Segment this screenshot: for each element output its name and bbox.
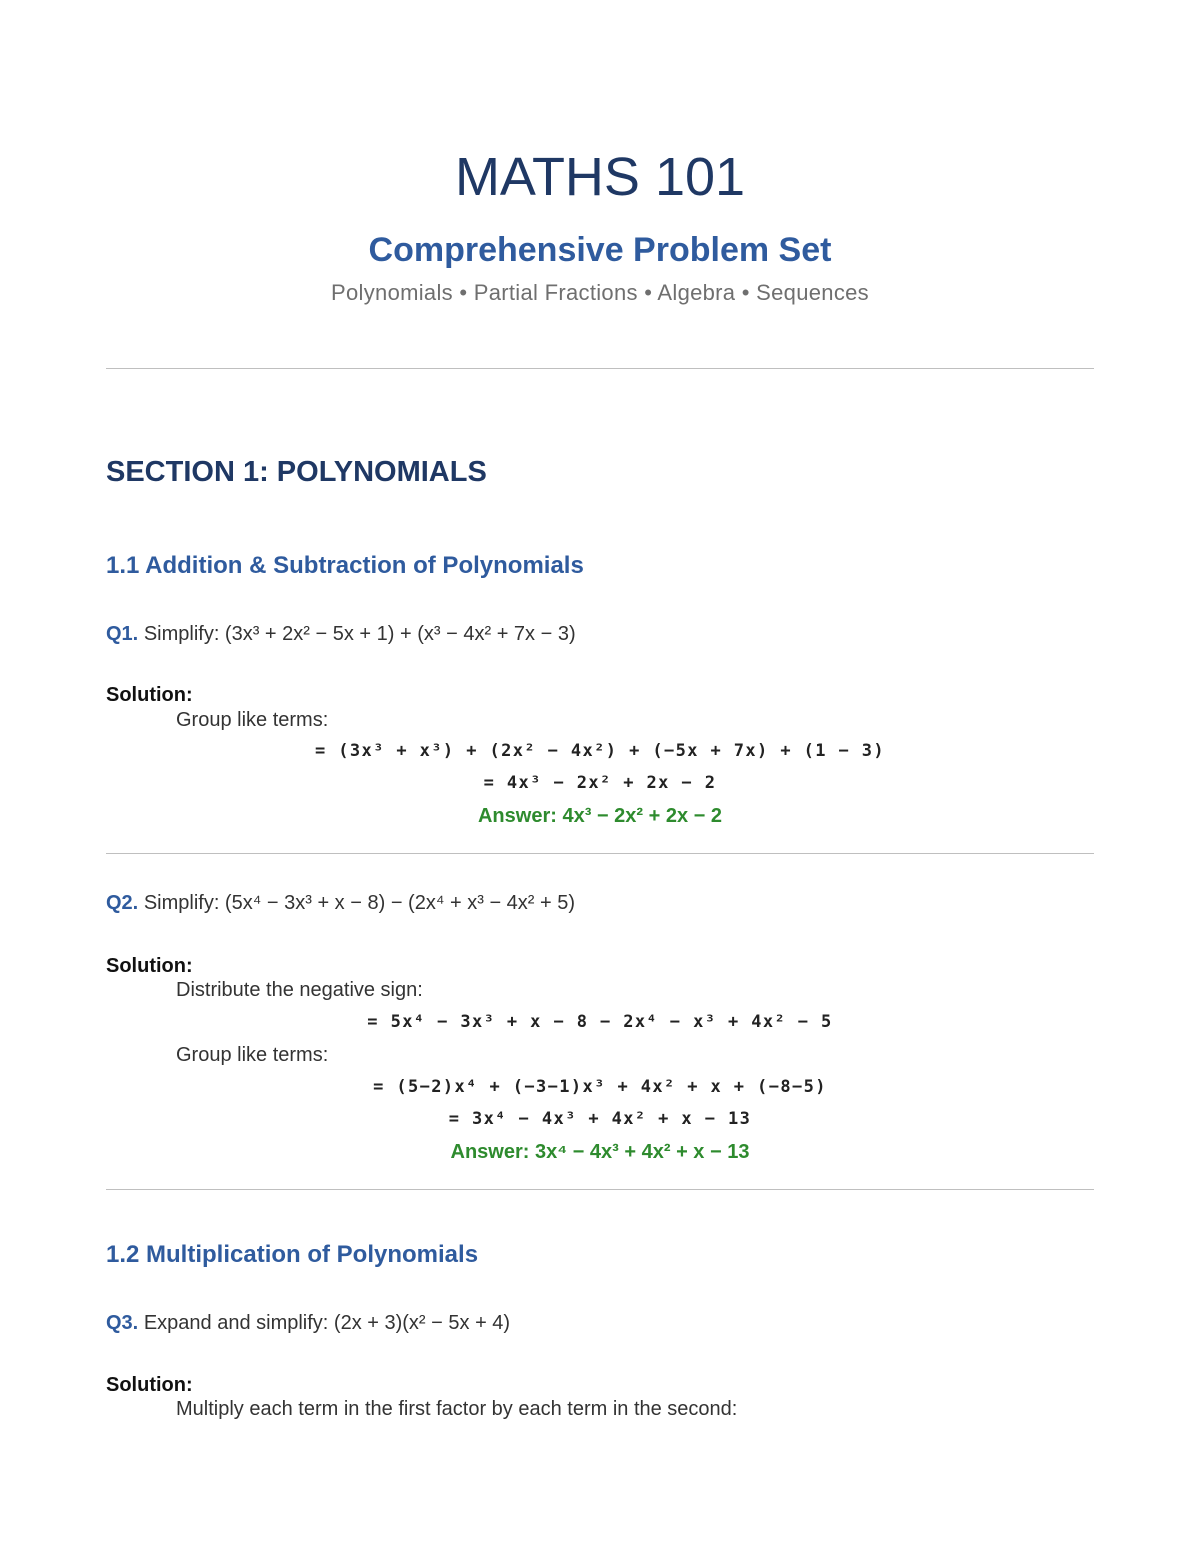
answer-line: Answer: 4x³ − 2x² + 2x − 2 (477, 805, 723, 827)
solution-step: Multiply each term in the first factor by each term in the second: (176, 1398, 738, 1420)
question-divider (106, 1189, 1094, 1190)
question-text: Simplify: (3x³ + 2x² − 5x + 1) + (x³ − 4x² + 7x − 3) (143, 623, 576, 645)
question-q3 (106, 1309, 510, 1337)
equation-line: = (5−2)x⁴ + (−3−1)x³ + 4x² + x + (−8−5) (373, 1077, 827, 1097)
solution-step: Group like terms: (176, 709, 329, 731)
page-title: MATHS 101 (454, 147, 746, 207)
equation-line: = 5x⁴ − 3x³ + x − 8 − 2x⁴ − x³ + 4x² − 5 (367, 1012, 833, 1032)
page-subtitle: Comprehensive Problem Set (368, 231, 832, 269)
header-divider (106, 368, 1094, 369)
topics-line: Polynomials • Partial Fractions • Algebra • Sequences (331, 280, 869, 305)
equation-line: = 4x³ − 2x² + 2x − 2 (483, 773, 717, 793)
solution-label: Solution: (106, 1374, 193, 1396)
section-heading: SECTION 1: POLYNOMIALS (106, 456, 487, 488)
question-divider (106, 853, 1094, 854)
solution-step: Group like terms: (176, 1044, 329, 1066)
question-q2 (106, 889, 575, 917)
question-number: Q2. (106, 892, 139, 914)
solution-step: Distribute the negative sign: (176, 979, 423, 1001)
equation-line: = 3x⁴ − 4x³ + 4x² + x − 13 (448, 1109, 752, 1129)
solution-label: Solution: (106, 684, 193, 706)
question-number: Q3. (106, 1312, 139, 1334)
equation-line: = (3x³ + x³) + (2x² − 4x²) + (−5x + 7x) + (1 − 3) (314, 741, 886, 761)
subsection-heading-1-2: 1.2 Multiplication of Polynomials (106, 1241, 479, 1268)
answer-line: Answer: 3x⁴ − 4x³ + 4x² + x − 13 (450, 1141, 750, 1163)
solution-label: Solution: (106, 955, 193, 977)
question-q1 (106, 620, 576, 648)
question-text: Simplify: (5x⁴ − 3x³ + x − 8) − (2x⁴ + x³ − 4x² + 5) (143, 892, 576, 914)
question-number: Q1. (106, 623, 139, 645)
question-text: Expand and simplify: (2x + 3)(x² − 5x + 4) (143, 1312, 511, 1334)
subsection-heading-1-1: 1.1 Addition & Subtraction of Polynomials (106, 552, 584, 579)
